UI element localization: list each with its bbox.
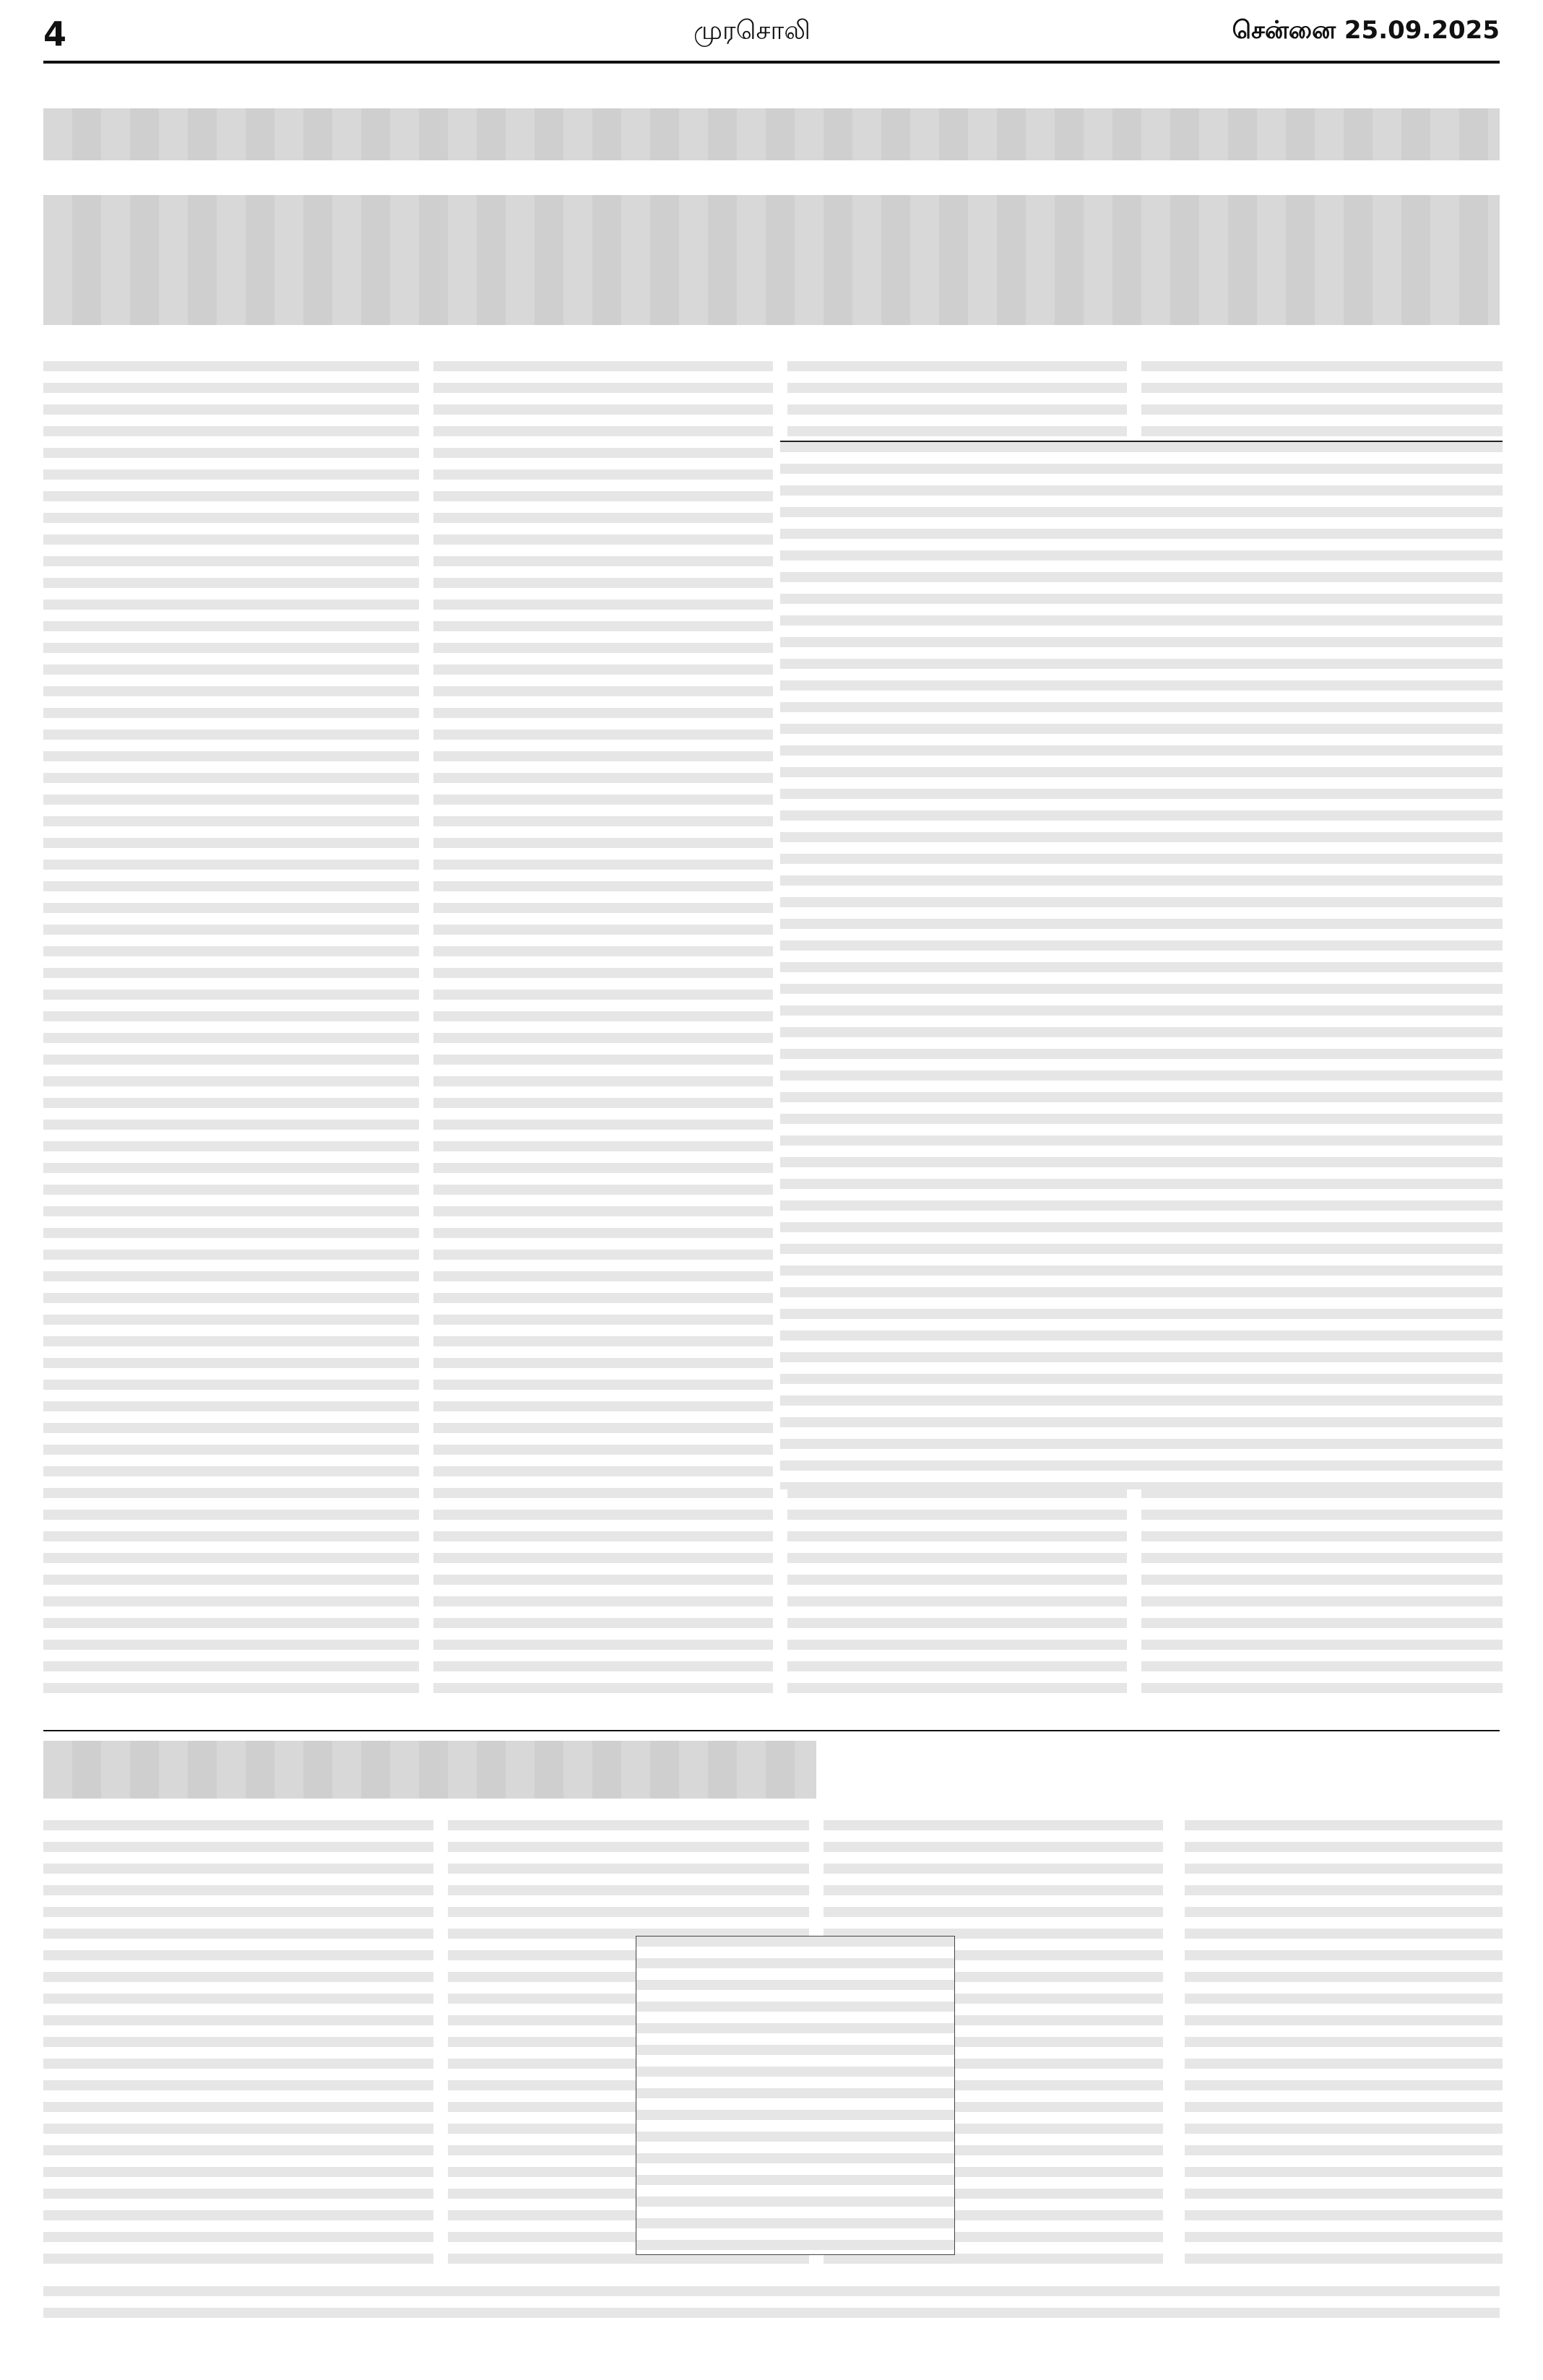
bottom-article-column-1 xyxy=(43,1820,433,2268)
article-column-1 xyxy=(43,361,419,1697)
article-column-2 xyxy=(433,361,773,1697)
edition-date: சென்னை 25.09.2025 xyxy=(1232,16,1500,45)
awards-list-table xyxy=(780,441,1503,1489)
masthead-rule xyxy=(43,61,1500,64)
bottom-headline-area xyxy=(43,1741,816,1799)
page-number: 4 xyxy=(43,14,67,53)
tender-notice-table xyxy=(636,1936,955,2255)
headline-area xyxy=(43,195,1500,325)
newspaper-name: முரசொலி xyxy=(693,16,811,46)
subheadline-area xyxy=(43,108,1500,160)
footer-notice xyxy=(43,2286,1500,2329)
section-divider xyxy=(43,1730,1500,1731)
bottom-poem-column xyxy=(1185,1820,1503,2268)
